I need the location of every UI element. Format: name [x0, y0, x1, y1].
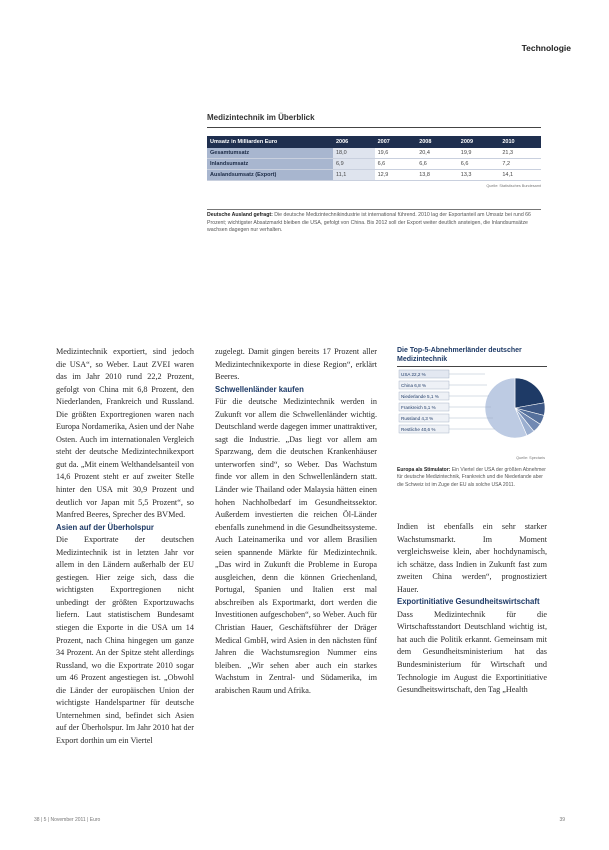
table-header-cell: 2007 — [375, 136, 417, 148]
table-source: Quelle: Statistisches Bundesamt — [486, 184, 541, 188]
table-cell: 13,8 — [416, 170, 458, 181]
pie-caption-text: Ein Viertel der USA der größten Abnehmer für deutsche Medizintechnik, Frankreich und die Niederlande aber die Schweiz ist im Zuge der EU als solche USA 2011. — [397, 467, 546, 488]
pie-chart — [397, 368, 547, 464]
table-header-cell: Umsatz in Milliarden Euro — [207, 136, 333, 148]
table-cell: 12,9 — [375, 170, 417, 181]
figure-title: Medizintechnik im Überblick — [207, 113, 315, 122]
table-cell: 19,9 — [458, 148, 500, 159]
table-row — [207, 159, 541, 170]
footer-page-number: 39 — [559, 817, 565, 823]
article-column-3 — [397, 521, 547, 697]
pie-chart-rule — [397, 366, 547, 367]
table-top-rule — [207, 127, 541, 128]
table-cell: 14,1 — [499, 170, 541, 181]
table-cell: 6,6 — [458, 159, 500, 170]
paragraph: Die Exportrate der deutschen Medizintechnik ist in letzten Jahr vor allem in den Ländern außerhalb der EU gestiegen. Hier zeige sich, dass die wichtigsten Exportregionen nicht unbedingt der größten Exportzuwachs liefern. Laut statistischem Bundesamt stiegen die Exporte in die USA um 14 Prozent, nach China hingegen um ganze 34 Prozent. An der Spitze steht allerdings Russland, wo die Exportrate 2010 sogar um 46 Prozent angestiegen ist. „Obwohl die Länder der europäischen Union der wichtigste Handelspartner für deutsche Unternehmen sind, befindet sich Asien auf der Überholspur. Im Jahr 2010 hat der Export dorthin um ein Viertel — [56, 535, 194, 745]
subheading: Schwellenländer kaufen — [215, 384, 304, 394]
paragraph: Indien ist ebenfalls ein sehr starker Wachstumsmarkt. Im Moment vergleichsweise klein, aber hochdynamisch, ich schätze, dass Indien in Zukunft fast zum zweiten China werden“, prognostiziert Hauer. — [397, 522, 547, 594]
subheading: Asien auf der Überholspur — [56, 522, 154, 532]
paragraph: Medizintechnik exportiert, sind jedoch die USA“, so Weber. Laut ZVEI waren das im Jahr 2010 rund 22,2 Prozent, gefolgt von China mit 6,8 Prozent, den Niederlanden, Frankreich und Russland. Die größten Exportregionen waren nach Europa Nordamerika, Asien und der Nahe Osten. Auch im internationalen Vergleich steht der deutsche Medizintechnikexport gut da. „Mit einem Welthandelsanteil von 14,6 Prozent steht er auf zweiter Stelle hinter den USA mit 30,9 Prozent und deutlich vor Japan mit 5,5 Prozent“, so Manfred Beeres, Sprecher des BVMed. — [56, 347, 194, 520]
article-column-1 — [56, 346, 194, 748]
table-cell: 19,6 — [375, 148, 417, 159]
subheading: Exportinitiative Gesundheitswirtschaft — [397, 597, 540, 607]
pie-label: Russland 4,3 % — [401, 416, 434, 421]
caption-rule — [207, 209, 541, 210]
data-table-block — [207, 127, 541, 188]
pie-caption — [397, 467, 547, 489]
pie-label: Frankreich 5,1 % — [401, 405, 436, 410]
pie-label: Niederlande 5,1 % — [401, 394, 439, 399]
pie-caption-lead: Europa als Stimulator: — [397, 467, 451, 473]
table-header-row — [207, 136, 541, 148]
caption-lead: Deutsche Ausland gefragt: — [207, 212, 273, 218]
paragraph: Für die deutsche Medizintechnik werden in Zukunft vor allem die Schwellenländer wichtig. Deutschland werde dagegen immer unattraktiver, sagt die Industrie. „Das liegt vor allem am Sparzwang, dem die deutschen Krankenhäuser unterworfen sind“, so Weber. Das Wachstum finde vor allem in den Schwellenländern statt. Länder wie Thailand oder Malaysia hätten einen hohen Nachholbedarf im Gesundheitssektor. Außerdem investierten die reichen Öl-Länder ebenfalls zunehmend in die Gesundheitssysteme. Auch Lateinamerika und vor allem Brasilien seien spannende Märkte für Medizintechnik. „Das wird in Zukunft die Probleme in Europa ausgleichen, denn die können Griechenland, Portugal, Spanien und Italien erst mal abschreiben als Exportmarkt, dort werden die Investitionen aufgeschoben“, so Weber. Auch für Christian Hauer, Geschäftsführer der Dräger Medical GmbH, wird Asien in den nächsten fünf Jahren die Wachstumsregion Nummer eins bleiben. „Wir sehen aber auch ein starkes Wachstum in Zentral- und Südamerika, im arabischen Raum und Afrika. — [215, 397, 377, 695]
pie-source: Quelle: Spectaris — [516, 456, 545, 460]
row-label: Inlandsumsatz — [207, 159, 333, 170]
table-cell: 20,4 — [416, 148, 458, 159]
table-row — [207, 170, 541, 181]
table-header-cell: 2010 — [499, 136, 541, 148]
table-row — [207, 148, 541, 159]
pie-label: China 6,8 % — [401, 383, 427, 388]
overview-table — [207, 136, 541, 181]
table-cell: 6,6 — [375, 159, 417, 170]
table-cell: 13,3 — [458, 170, 500, 181]
table-cell: 18,0 — [333, 148, 375, 159]
table-header-cell: 2006 — [333, 136, 375, 148]
pie-label: Restliche 40,6 % — [401, 427, 436, 432]
paragraph: zugelegt. Damit gingen bereits 17 Prozent aller Medizintechnikexporte in diese Region“, erklärt Beeres. — [215, 347, 377, 382]
pie-label: USA 22,2 % — [401, 372, 426, 377]
section-label: Technologie — [521, 43, 571, 53]
paragraph: Dass Medizintechnik für die Wirtschaftsstandort Deutschland wichtig ist, hat auch die Politik erkannt. Gemeinsam mit dem Gesundheitsministerium hat das Bundesministerium für Wirtschaft und Technologie im August die Exportinitiative Gesundheitswirtschaft, den Tag „Health — [397, 609, 547, 695]
table-cell: 11,1 — [333, 170, 375, 181]
table-cell: 7,2 — [499, 159, 541, 170]
pie-chart-title: Die Top-5-Abnehmerländer deutscher Medizintechnik — [397, 347, 522, 363]
caption-text: Die deutsche Medizintechnikindustrie ist international führend. 2010 lag der Exportanteil am Umsatz bei rund 66 Prozent; wichtigster Absatzmarkt bleiben die USA, gefolgt von China. Bis 2012 soll der Export weiter deutlich ansteigen, die Inlandsumsätze wachsen dagegen nur verhalten. — [207, 212, 531, 234]
table-cell: 21,3 — [499, 148, 541, 159]
figure-caption — [207, 212, 541, 235]
article-column-2 — [215, 346, 377, 697]
row-label: Gesamtumsatz — [207, 148, 333, 159]
table-header-cell: 2009 — [458, 136, 500, 148]
table-cell: 6,9 — [333, 159, 375, 170]
table-cell: 6,6 — [416, 159, 458, 170]
row-label: Auslandsumsatz (Export) — [207, 170, 333, 181]
table-header-cell: 2008 — [416, 136, 458, 148]
footer-issue-info: 38 | 5 | November 2011 | Euro — [34, 817, 101, 823]
